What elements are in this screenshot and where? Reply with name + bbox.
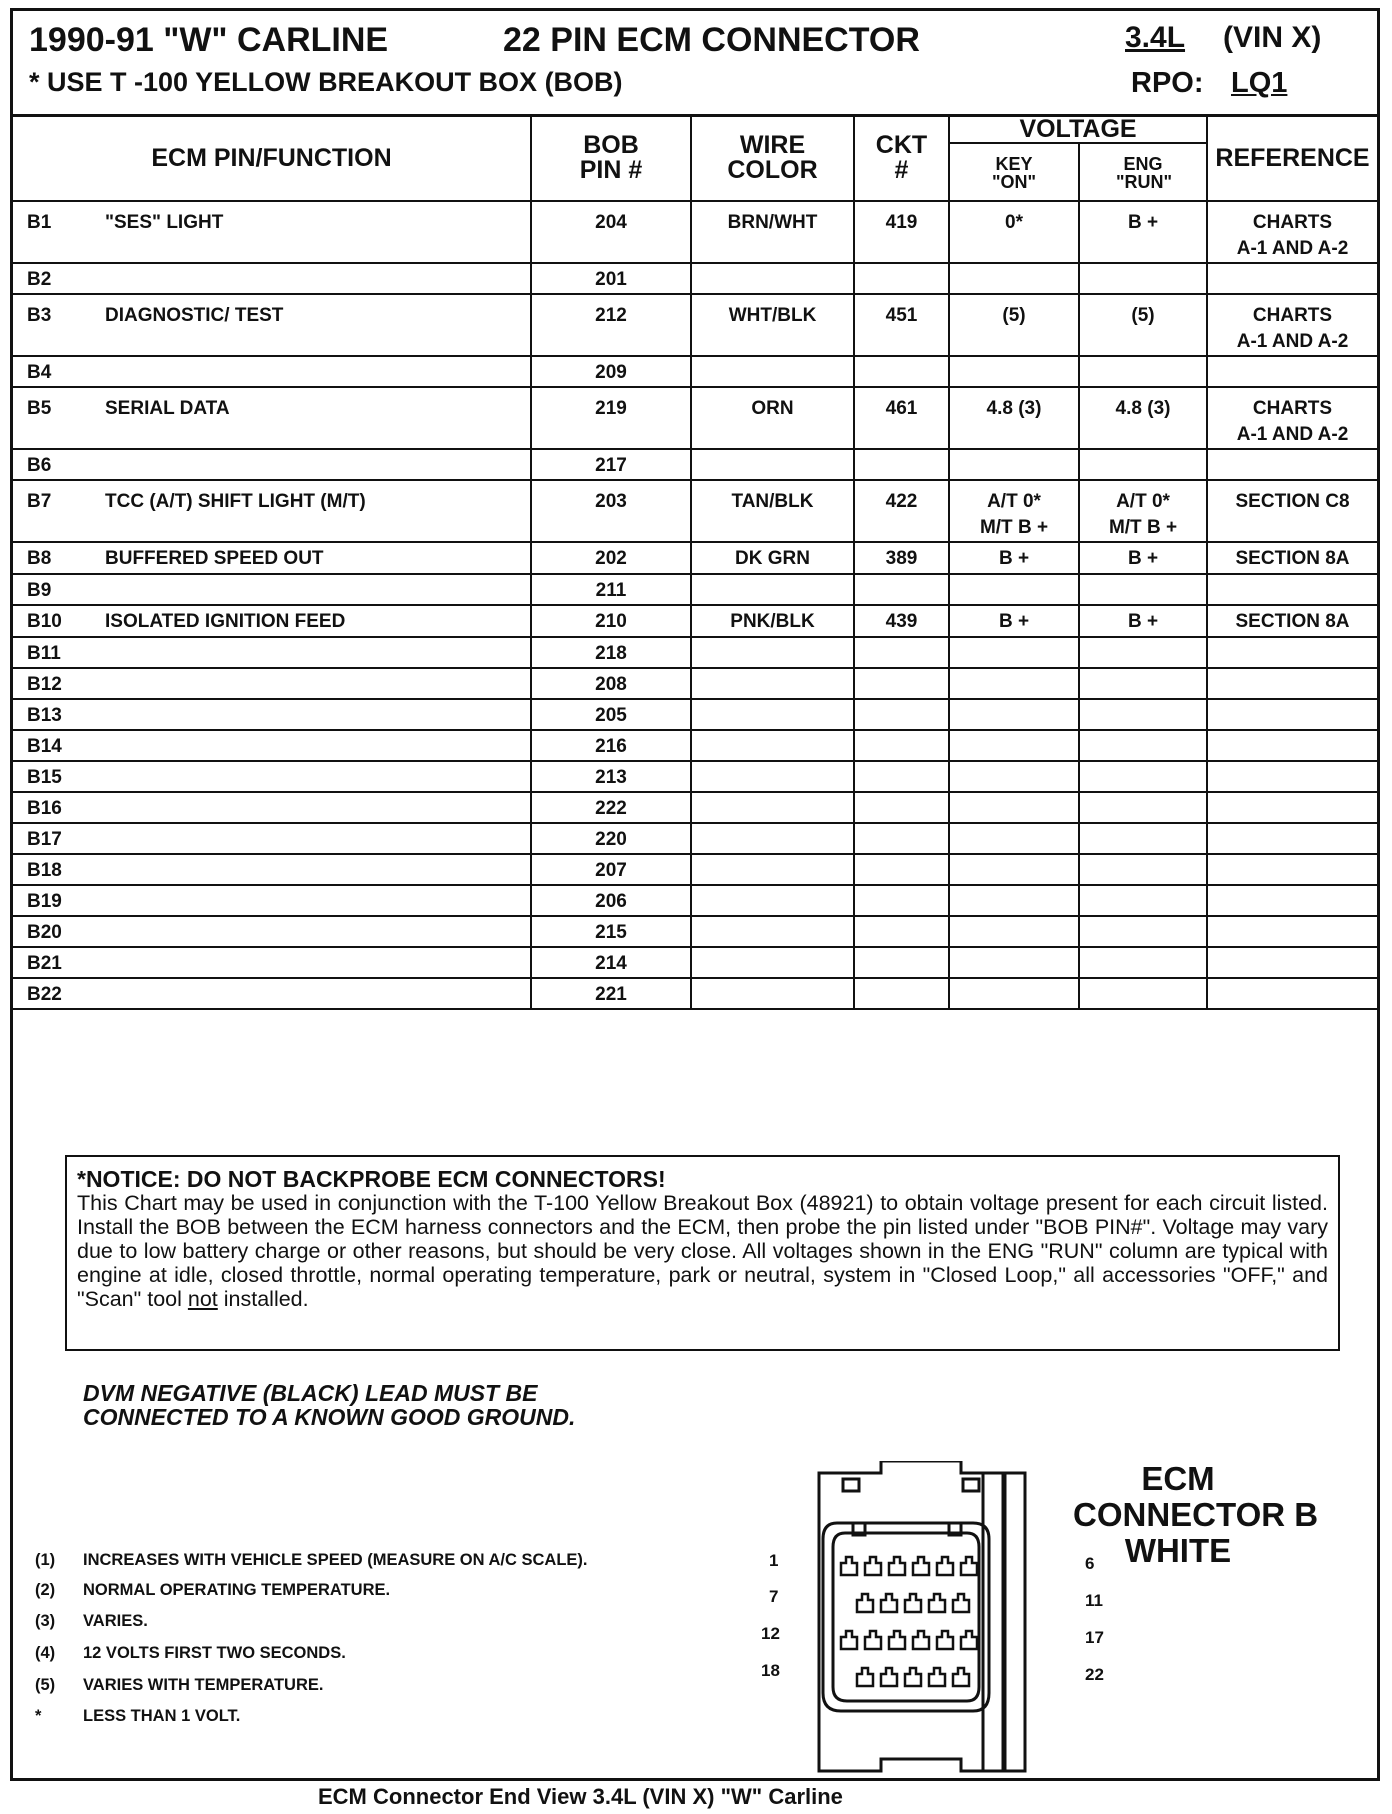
bob-pin-cell: 201 (531, 263, 691, 294)
pin-cell: B3 DIAGNOSTIC/ TEST (13, 294, 531, 356)
table-row (13, 730, 1377, 761)
col-header-wire-color: WIRE COLOR (691, 115, 854, 201)
key-on-cell: A/T 0* M/T B + (949, 480, 1079, 542)
pin-cell: B15 (13, 761, 531, 792)
reference-cell (1207, 823, 1377, 854)
table-row (13, 947, 1377, 978)
key-on-cell (949, 730, 1079, 761)
eng-run-cell: B + (1079, 201, 1207, 263)
footnote-item: (5) VARIES WITH TEMPERATURE. (35, 1676, 324, 1694)
pin-cell: B19 (13, 885, 531, 916)
wire-color-cell (691, 885, 854, 916)
connector-pin-cavity (881, 1594, 897, 1612)
reference-cell: SECTION 8A (1207, 542, 1377, 574)
connector-pin-cavity (889, 1631, 905, 1649)
eng-run-cell (1079, 947, 1207, 978)
table-row (13, 263, 1377, 294)
ckt-cell (854, 916, 949, 947)
eng-run-cell (1079, 916, 1207, 947)
bob-pin-cell: 208 (531, 668, 691, 699)
connector-pin-cavity (937, 1557, 953, 1575)
pin-cell: B21 (13, 947, 531, 978)
key-on-cell: 0* (949, 201, 1079, 263)
eng-run-cell (1079, 574, 1207, 605)
rpo-label: RPO: (1131, 67, 1204, 99)
wire-color-cell (691, 263, 854, 294)
connector-pin-cavity (889, 1557, 905, 1575)
wire-color-cell (691, 761, 854, 792)
wire-color-cell (691, 792, 854, 823)
reference-cell (1207, 885, 1377, 916)
bob-pin-cell: 217 (531, 449, 691, 480)
connector-pin-cavity (865, 1631, 881, 1649)
rpo-value: LQ1 (1231, 67, 1288, 99)
pin-cell: B10 ISOLATED IGNITION FEED (13, 605, 531, 637)
col-header-ckt: CKT # (854, 115, 949, 201)
bob-pin-cell: 207 (531, 854, 691, 885)
pin-cell: B20 (13, 916, 531, 947)
ckt-cell (854, 637, 949, 668)
ckt-cell: 422 (854, 480, 949, 542)
bob-pin-cell: 211 (531, 574, 691, 605)
table-row (13, 294, 1377, 356)
engine-size: 3.4L (1125, 21, 1186, 54)
pin-label-left-12: 12 (761, 1624, 780, 1643)
bob-pin-cell: 216 (531, 730, 691, 761)
connector-pin-cavity (961, 1557, 977, 1575)
notice-title: *NOTICE: DO NOT BACKPROBE ECM CONNECTORS! (77, 1166, 666, 1192)
table-row (13, 668, 1377, 699)
pin-cell: B4 (13, 356, 531, 387)
bob-pin-cell: 204 (531, 201, 691, 263)
pin-label-right-11: 11 (1085, 1591, 1103, 1610)
key-on-cell: B + (949, 605, 1079, 637)
bob-pin-cell: 212 (531, 294, 691, 356)
notice-box (65, 1155, 1340, 1351)
table-row (13, 542, 1377, 574)
reference-cell: SECTION C8 (1207, 480, 1377, 542)
key-on-cell (949, 761, 1079, 792)
footnote-item: (1) INCREASES WITH VEHICLE SPEED (MEASURE ON A/C SCALE). (35, 1551, 588, 1569)
bob-pin-cell: 205 (531, 699, 691, 730)
connector-pin-cavity (905, 1668, 921, 1686)
ckt-cell (854, 263, 949, 294)
eng-run-cell: B + (1079, 605, 1207, 637)
bob-pin-cell: 214 (531, 947, 691, 978)
bob-pin-cell: 222 (531, 792, 691, 823)
ckt-cell: 461 (854, 387, 949, 449)
key-on-cell (949, 823, 1079, 854)
vin-code: (VIN X) (1223, 21, 1322, 54)
key-on-cell (949, 947, 1079, 978)
footnote-item: * LESS THAN 1 VOLT. (35, 1707, 241, 1725)
eng-run-cell: 4.8 (3) (1079, 387, 1207, 449)
ckt-cell (854, 947, 949, 978)
pin-label-left-7: 7 (769, 1587, 779, 1606)
pin-cell: B5 SERIAL DATA (13, 387, 531, 449)
connector-diagram (803, 1461, 1093, 1781)
connector-pin-cavity (905, 1594, 921, 1612)
bob-pin-cell: 220 (531, 823, 691, 854)
pin-label-right-6: 6 (1085, 1554, 1095, 1573)
reference-cell (1207, 761, 1377, 792)
eng-run-cell (1079, 263, 1207, 294)
pin-cell: B1 "SES" LIGHT (13, 201, 531, 263)
ckt-cell (854, 356, 949, 387)
pin-cell: B6 (13, 449, 531, 480)
notice-body: This Chart may be used in conjunction with the T-100 Yellow Breakout Box (48921) to obtain voltage present for each circuit listed. Install the BOB between the ECM harness connectors and the ECM, then probe the pin listed under "BOB PIN#". Voltage may vary due to low battery charge or other reasons, but should be very close. All voltages shown in the ENG "RUN" column are typical with engine at idle, closed throttle, normal operating temperature, park or neutral, system in "Closed Loop," all accessories "OFF," and "Scan" tool not installed. (77, 1191, 1328, 1311)
wire-color-cell (691, 978, 854, 1009)
col-header-voltage: VOLTAGE (949, 115, 1207, 143)
key-on-cell (949, 668, 1079, 699)
eng-run-cell (1079, 854, 1207, 885)
eng-run-cell (1079, 792, 1207, 823)
reference-cell (1207, 947, 1377, 978)
table-row (13, 823, 1377, 854)
eng-run-cell (1079, 668, 1207, 699)
ckt-cell (854, 730, 949, 761)
wire-color-cell: TAN/BLK (691, 480, 854, 542)
chart-sheet (10, 8, 1380, 1781)
bob-pin-cell: 202 (531, 542, 691, 574)
table-row (13, 637, 1377, 668)
pin-cell: B14 (13, 730, 531, 761)
pin-cell: B22 (13, 978, 531, 1009)
ckt-cell (854, 761, 949, 792)
wire-color-cell (691, 730, 854, 761)
key-on-cell (949, 356, 1079, 387)
key-on-cell: 4.8 (3) (949, 387, 1079, 449)
connector-pin-cavity (857, 1594, 873, 1612)
reference-cell (1207, 978, 1377, 1009)
ckt-cell (854, 885, 949, 916)
connector-pin-cavity (841, 1631, 857, 1649)
reference-cell: SECTION 8A (1207, 605, 1377, 637)
col-header-reference: REFERENCE (1207, 115, 1377, 201)
ckt-cell (854, 574, 949, 605)
connector-pin-cavity (881, 1668, 897, 1686)
table-row (13, 480, 1377, 542)
table-row (13, 201, 1377, 263)
col-header-key-on: KEY "ON" (949, 143, 1079, 201)
bob-pin-cell: 206 (531, 885, 691, 916)
header (13, 11, 1377, 117)
reference-cell (1207, 792, 1377, 823)
ckt-cell (854, 823, 949, 854)
bob-pin-cell: 219 (531, 387, 691, 449)
connector-pin-cavity (929, 1668, 945, 1686)
wire-color-cell (691, 699, 854, 730)
eng-run-cell (1079, 885, 1207, 916)
table-row (13, 449, 1377, 480)
connector-title: 22 PIN ECM CONNECTOR (503, 21, 920, 59)
pin-label-right-22: 22 (1085, 1665, 1104, 1684)
reference-cell: CHARTS A-1 AND A-2 (1207, 201, 1377, 263)
connector-pin-cavity (929, 1594, 945, 1612)
pin-cell: B16 (13, 792, 531, 823)
key-on-cell (949, 916, 1079, 947)
ckt-cell (854, 449, 949, 480)
wire-color-cell: ORN (691, 387, 854, 449)
reference-cell (1207, 730, 1377, 761)
key-on-cell (949, 637, 1079, 668)
key-on-cell (949, 792, 1079, 823)
table-row (13, 699, 1377, 730)
ckt-cell (854, 792, 949, 823)
table-row (13, 574, 1377, 605)
eng-run-cell (1079, 356, 1207, 387)
table-row (13, 916, 1377, 947)
dvm-note: DVM NEGATIVE (BLACK) LEAD MUST BE CONNECTED TO A KNOWN GOOD GROUND. (83, 1380, 576, 1430)
wire-color-cell: DK GRN (691, 542, 854, 574)
key-on-cell: (5) (949, 294, 1079, 356)
connector-pin-cavity (857, 1668, 873, 1686)
connector-pin-cavity (913, 1557, 929, 1575)
reference-cell (1207, 668, 1377, 699)
wire-color-cell (691, 916, 854, 947)
connector-pin-cavity (953, 1668, 969, 1686)
ckt-cell (854, 668, 949, 699)
bob-pin-cell: 203 (531, 480, 691, 542)
col-header-eng-run: ENG "RUN" (1079, 143, 1207, 201)
wire-color-cell (691, 854, 854, 885)
key-on-cell (949, 978, 1079, 1009)
wire-color-cell (691, 947, 854, 978)
reference-cell (1207, 574, 1377, 605)
eng-run-cell: B + (1079, 542, 1207, 574)
pin-cell: B9 (13, 574, 531, 605)
carline-title: 1990-91 "W" CARLINE (29, 21, 389, 59)
key-on-cell (949, 574, 1079, 605)
wire-color-cell: PNK/BLK (691, 605, 854, 637)
pin-label-right-17: 17 (1085, 1628, 1104, 1647)
pin-cell: B11 (13, 637, 531, 668)
eng-run-cell: A/T 0* M/T B + (1079, 480, 1207, 542)
wire-color-cell (691, 356, 854, 387)
pin-cell: B12 (13, 668, 531, 699)
eng-run-cell: (5) (1079, 294, 1207, 356)
bob-pin-cell: 215 (531, 916, 691, 947)
connector-pin-cavity (841, 1557, 857, 1575)
reference-cell (1207, 699, 1377, 730)
ckt-cell (854, 699, 949, 730)
reference-cell (1207, 854, 1377, 885)
ckt-cell: 451 (854, 294, 949, 356)
bob-pin-cell: 221 (531, 978, 691, 1009)
pin-label-left-1: 1 (769, 1551, 779, 1570)
eng-run-cell (1079, 699, 1207, 730)
pin-table (13, 114, 1377, 1010)
wire-color-cell (691, 668, 854, 699)
bob-pin-cell: 218 (531, 637, 691, 668)
bob-pin-cell: 213 (531, 761, 691, 792)
wire-color-cell (691, 637, 854, 668)
key-on-cell (949, 699, 1079, 730)
ckt-cell: 389 (854, 542, 949, 574)
wire-color-cell: BRN/WHT (691, 201, 854, 263)
reference-cell (1207, 263, 1377, 294)
pin-cell: B13 (13, 699, 531, 730)
connector-title-block: ECM CONNECTOR B WHITE (1073, 1460, 1319, 1569)
ckt-cell: 419 (854, 201, 949, 263)
eng-run-cell (1079, 637, 1207, 668)
table-row (13, 854, 1377, 885)
table-row (13, 885, 1377, 916)
wire-color-cell (691, 449, 854, 480)
ckt-cell (854, 854, 949, 885)
wire-color-cell (691, 574, 854, 605)
bob-pin-cell: 209 (531, 356, 691, 387)
eng-run-cell (1079, 761, 1207, 792)
wire-color-cell: WHT/BLK (691, 294, 854, 356)
table-row (13, 792, 1377, 823)
key-on-cell (949, 854, 1079, 885)
eng-run-cell (1079, 978, 1207, 1009)
table-row (13, 356, 1377, 387)
col-header-pin-function: ECM PIN/FUNCTION (13, 115, 531, 201)
eng-run-cell (1079, 730, 1207, 761)
pin-cell: B18 (13, 854, 531, 885)
key-on-cell (949, 449, 1079, 480)
table-row (13, 605, 1377, 637)
connector-pin-cavity (937, 1631, 953, 1649)
wire-color-cell (691, 823, 854, 854)
reference-cell: CHARTS A-1 AND A-2 (1207, 387, 1377, 449)
ckt-cell: 439 (854, 605, 949, 637)
connector-pin-cavity (865, 1557, 881, 1575)
bob-pin-cell: 210 (531, 605, 691, 637)
ckt-cell (854, 978, 949, 1009)
reference-cell: CHARTS A-1 AND A-2 (1207, 294, 1377, 356)
pin-cell: B2 (13, 263, 531, 294)
eng-run-cell (1079, 449, 1207, 480)
pin-cell: B7 TCC (A/T) SHIFT LIGHT (M/T) (13, 480, 531, 542)
pin-label-left-18: 18 (761, 1661, 780, 1680)
table-row (13, 387, 1377, 449)
key-on-cell (949, 263, 1079, 294)
eng-run-cell (1079, 823, 1207, 854)
connector-pin-cavity (913, 1631, 929, 1649)
pin-cell: B8 BUFFERED SPEED OUT (13, 542, 531, 574)
bob-note: * USE T -100 YELLOW BREAKOUT BOX (BOB) (29, 67, 623, 97)
table-row (13, 761, 1377, 792)
connector-pin-cavity (961, 1631, 977, 1649)
key-on-cell: B + (949, 542, 1079, 574)
reference-cell (1207, 916, 1377, 947)
reference-cell (1207, 637, 1377, 668)
connector-pin-cavity (953, 1594, 969, 1612)
footnote-item: (2) NORMAL OPERATING TEMPERATURE. (35, 1581, 391, 1599)
col-header-bob-pin: BOB PIN # (531, 115, 691, 201)
reference-cell (1207, 449, 1377, 480)
pin-cell: B17 (13, 823, 531, 854)
figure-caption: ECM Connector End View 3.4L (VIN X) "W" Carline (318, 1784, 843, 1809)
table-row (13, 978, 1377, 1009)
key-on-cell (949, 885, 1079, 916)
footnote-item: (4) 12 VOLTS FIRST TWO SECONDS. (35, 1644, 346, 1662)
footnote-item: (3) VARIES. (35, 1612, 148, 1630)
reference-cell (1207, 356, 1377, 387)
